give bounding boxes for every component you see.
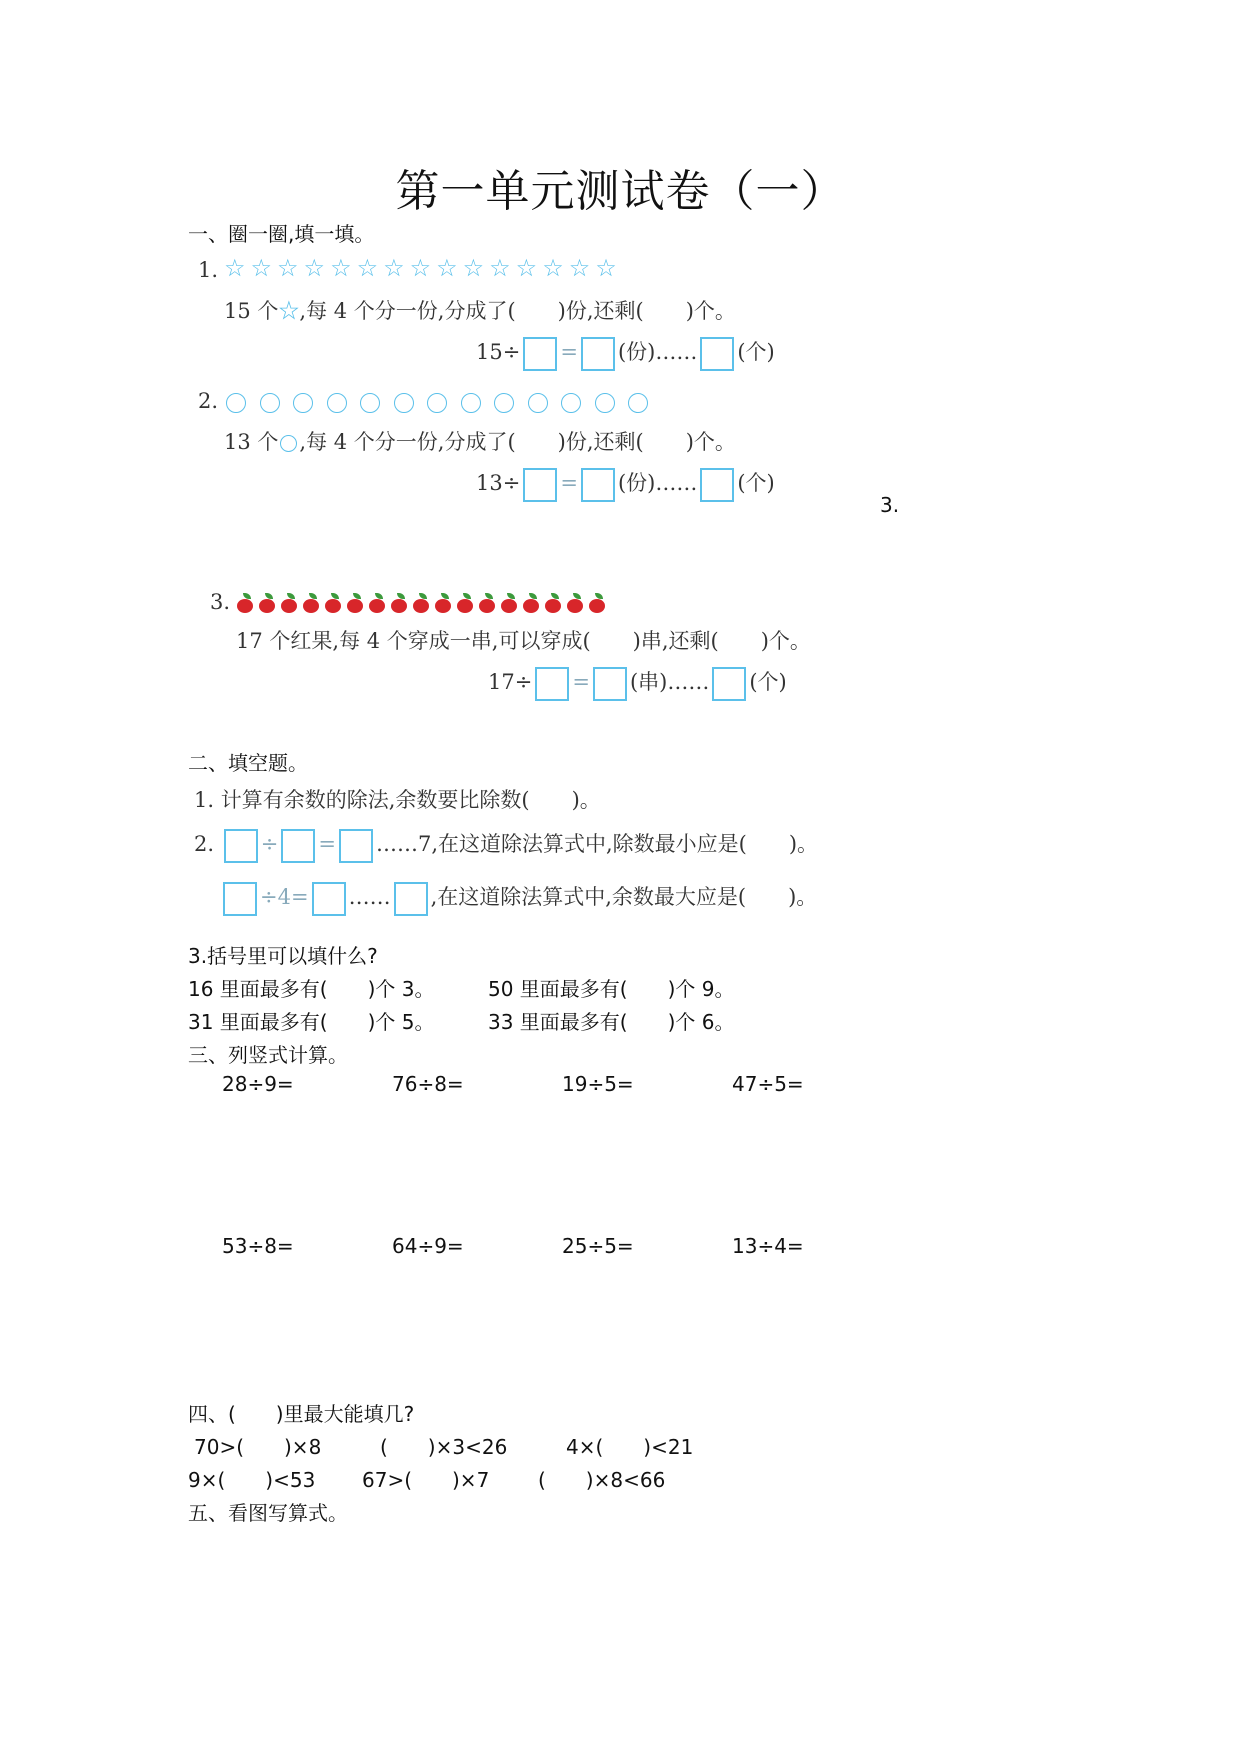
- red-berry-icon: [236, 593, 254, 613]
- answer-box[interactable]: [581, 337, 615, 371]
- q3-equation: 17÷ = (串)…… (个): [488, 666, 787, 701]
- ineq-item: 70>( )×8: [194, 1435, 322, 1459]
- answer-box[interactable]: [523, 468, 557, 502]
- section-1-heading: 一、圈一圈,填一填。: [188, 222, 375, 246]
- answer-box[interactable]: [700, 337, 734, 371]
- q1-number: 1.: [198, 258, 219, 282]
- ineq-item: ( )×3<26: [380, 1435, 508, 1459]
- calc-item: 76÷8=: [392, 1072, 464, 1096]
- answer-box[interactable]: [223, 882, 257, 916]
- q2-equation: 13÷ = (份)…… (个): [476, 467, 775, 502]
- circle-icon: [494, 393, 514, 413]
- fill-q3-heading: 3.括号里可以填什么?: [188, 944, 378, 968]
- circle-icon: [260, 393, 280, 413]
- section-3-heading: 三、列竖式计算。: [188, 1043, 348, 1067]
- ineq-item: 4×( )<21: [566, 1435, 694, 1459]
- calc-item: 53÷8=: [222, 1234, 294, 1258]
- answer-box[interactable]: [394, 882, 428, 916]
- calc-item: 19÷5=: [562, 1072, 634, 1096]
- answer-box[interactable]: [312, 882, 346, 916]
- fill-q1: 1. 计算有余数的除法,余数要比除数( )。: [194, 788, 601, 812]
- calc-item: 28÷9=: [222, 1072, 294, 1096]
- circle-icon: [226, 393, 246, 413]
- answer-box[interactable]: [281, 829, 315, 863]
- answer-box[interactable]: [712, 667, 746, 701]
- red-berry-icon: [478, 593, 496, 613]
- calc-item: 64÷9=: [392, 1234, 464, 1258]
- circle-icon: [280, 435, 297, 452]
- circle-icon: [528, 393, 548, 413]
- q1-question: 15 个☆,每 4 个分一份,分成了( )份,还剩( )个。: [224, 299, 736, 323]
- red-berry-icon: [258, 593, 276, 613]
- answer-box[interactable]: [523, 337, 557, 371]
- red-berry-icon: [500, 593, 518, 613]
- berry-row: [236, 592, 610, 613]
- red-berry-icon: [368, 593, 386, 613]
- red-berry-icon: [412, 593, 430, 613]
- answer-box[interactable]: [224, 829, 258, 863]
- answer-box[interactable]: [593, 667, 627, 701]
- fill-q3-item: 33 里面最多有( )个 6。: [488, 1010, 735, 1034]
- stray-number: 3.: [880, 493, 900, 517]
- q2-question: 13 个 ,每 4 个分一份,分成了( )份,还剩( )个。: [224, 430, 736, 454]
- fill-q3-item: 50 里面最多有( )个 9。: [488, 977, 735, 1001]
- red-berry-icon: [434, 593, 452, 613]
- circle-icon: [427, 393, 447, 413]
- section-4-heading: 四、( )里最大能填几?: [188, 1402, 415, 1426]
- circle-icon: [595, 393, 615, 413]
- answer-box[interactable]: [535, 667, 569, 701]
- circle-icon: [628, 393, 648, 413]
- ineq-item: 9×( )<53: [188, 1468, 316, 1492]
- section-5-heading: 五、看图写算式。: [188, 1501, 348, 1525]
- red-berry-icon: [324, 593, 342, 613]
- fill-q3-item: 16 里面最多有( )个 3。: [188, 977, 435, 1001]
- red-berry-icon: [566, 593, 584, 613]
- star-icon: ☆: [278, 299, 300, 323]
- answer-box[interactable]: [581, 468, 615, 502]
- ineq-item: ( )×8<66: [538, 1468, 666, 1492]
- answer-box[interactable]: [339, 829, 373, 863]
- red-berry-icon: [302, 593, 320, 613]
- fill-q2b: ÷4= …… ,在这道除法算式中,余数最大应是( )。: [220, 881, 817, 916]
- page-title: 第一单元测试卷（一）: [395, 166, 846, 217]
- circle-icon: [394, 393, 414, 413]
- q2-number: 2.: [198, 389, 219, 413]
- section-2-heading: 二、填空题。: [188, 751, 308, 775]
- calc-item: 25÷5=: [562, 1234, 634, 1258]
- red-berry-icon: [346, 593, 364, 613]
- q3-question: 17 个红果,每 4 个穿成一串,可以穿成( )串,还剩( )个。: [236, 629, 811, 653]
- fill-q3-item: 31 里面最多有( )个 5。: [188, 1010, 435, 1034]
- circle-icon: [461, 393, 481, 413]
- red-berry-icon: [390, 593, 408, 613]
- answer-box[interactable]: [700, 468, 734, 502]
- circle-row: [226, 392, 662, 413]
- q3-number: 3.: [210, 590, 231, 614]
- red-berry-icon: [456, 593, 474, 613]
- red-berry-icon: [588, 593, 606, 613]
- circle-icon: [360, 393, 380, 413]
- circle-icon: [327, 393, 347, 413]
- red-berry-icon: [522, 593, 540, 613]
- q1-equation: 15÷ = (份)…… (个): [476, 336, 775, 371]
- circle-icon: [293, 393, 313, 413]
- star-row: ☆☆☆☆☆☆☆☆☆☆☆☆☆☆☆: [224, 254, 622, 282]
- calc-item: 47÷5=: [732, 1072, 804, 1096]
- circle-icon: [561, 393, 581, 413]
- ineq-item: 67>( )×7: [362, 1468, 490, 1492]
- red-berry-icon: [544, 593, 562, 613]
- red-berry-icon: [280, 593, 298, 613]
- fill-q2a: 2. ÷ = ……7,在这道除法算式中,除数最小应是( )。: [194, 828, 818, 863]
- calc-item: 13÷4=: [732, 1234, 804, 1258]
